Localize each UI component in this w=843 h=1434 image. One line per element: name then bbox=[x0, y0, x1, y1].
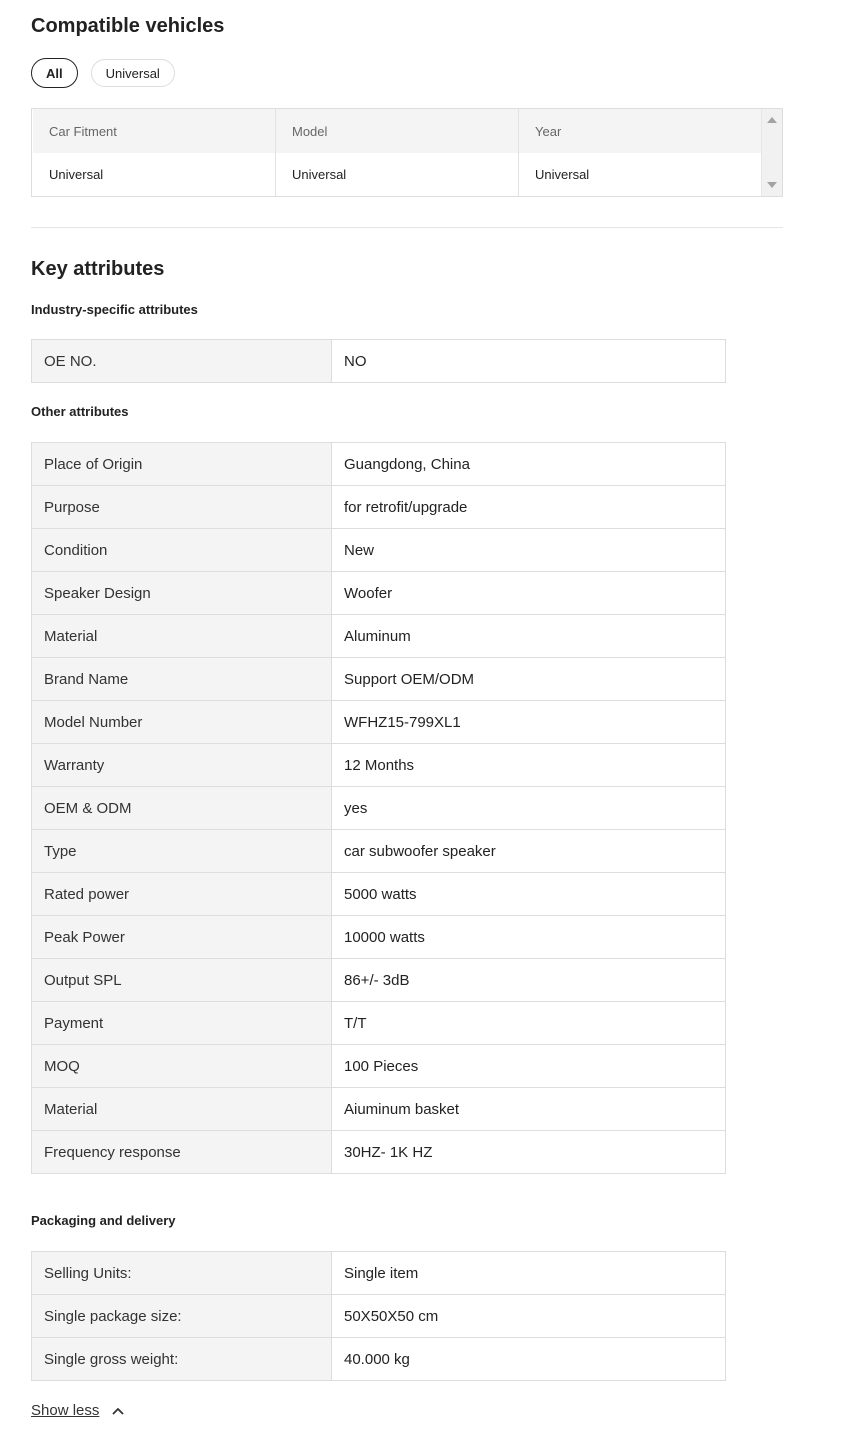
section-divider bbox=[31, 227, 783, 228]
attribute-value: WFHZ15-799XL1 bbox=[332, 701, 726, 744]
attribute-value: 30HZ- 1K HZ bbox=[332, 1131, 726, 1174]
attribute-row-type bbox=[32, 830, 726, 873]
attribute-row-warranty bbox=[32, 744, 726, 787]
attribute-label: Output SPL bbox=[32, 959, 332, 1002]
attribute-value: car subwoofer speaker bbox=[332, 830, 726, 873]
fitment-table-header bbox=[33, 109, 762, 153]
attribute-label: Warranty bbox=[32, 744, 332, 787]
filter-all-pill[interactable]: All bbox=[31, 58, 78, 88]
cell-year: Universal bbox=[535, 167, 590, 182]
attribute-row-purpose bbox=[32, 486, 726, 529]
table-row bbox=[33, 153, 762, 196]
attribute-label: Single gross weight: bbox=[32, 1338, 332, 1381]
attribute-label: Material bbox=[32, 615, 332, 658]
attribute-label: Material bbox=[32, 1088, 332, 1131]
attribute-value: yes bbox=[332, 787, 726, 830]
attribute-value: T/T bbox=[332, 1002, 726, 1045]
attribute-row-peak-power bbox=[32, 916, 726, 959]
scroll-up-arrow-icon[interactable] bbox=[767, 117, 777, 123]
scroll-down-arrow-icon[interactable] bbox=[767, 182, 777, 188]
attribute-value: for retrofit/upgrade bbox=[332, 486, 726, 529]
attribute-label: Purpose bbox=[32, 486, 332, 529]
key-attributes-title: Key attributes bbox=[31, 258, 165, 280]
attribute-row-output-spl bbox=[32, 959, 726, 1002]
table-scrollbar[interactable] bbox=[761, 109, 782, 196]
attribute-value: Woofer bbox=[332, 572, 726, 615]
attribute-label: Selling Units: bbox=[32, 1252, 332, 1295]
compatible-vehicles-title: Compatible vehicles bbox=[31, 15, 225, 37]
attribute-label: Peak Power bbox=[32, 916, 332, 959]
attribute-row-place-of-origin bbox=[32, 443, 726, 486]
attribute-label: Speaker Design bbox=[32, 572, 332, 615]
attribute-value: 100 Pieces bbox=[332, 1045, 726, 1088]
attribute-row-brand-name bbox=[32, 658, 726, 701]
attribute-label: Place of Origin bbox=[32, 443, 332, 486]
cell-model: Universal bbox=[276, 153, 519, 196]
attribute-value: Single item bbox=[332, 1252, 726, 1295]
attribute-value: 86+/- 3dB bbox=[332, 959, 726, 1002]
fitment-filter-group bbox=[31, 59, 175, 88]
attribute-label: MOQ bbox=[32, 1045, 332, 1088]
packaging-delivery-subtitle: Packaging and delivery bbox=[31, 1213, 176, 1228]
attribute-row-material bbox=[32, 615, 726, 658]
column-header-car-fitment: Car Fitment bbox=[33, 109, 276, 153]
attribute-value: 50X50X50 cm bbox=[332, 1295, 726, 1338]
attribute-row-selling-units bbox=[32, 1252, 726, 1295]
attribute-row-oem-odm bbox=[32, 787, 726, 830]
industry-attributes-subtitle: Industry-specific attributes bbox=[31, 302, 198, 317]
attribute-label: Condition bbox=[32, 529, 332, 572]
attribute-value: Guangdong, China bbox=[332, 443, 726, 486]
chevron-up-icon[interactable] bbox=[111, 1406, 125, 1416]
attribute-row-single-gross-weight bbox=[32, 1338, 726, 1381]
filter-universal-pill[interactable]: Universal bbox=[91, 59, 175, 87]
attribute-value: Aiuminum basket bbox=[332, 1088, 726, 1131]
attribute-value: 40.000 kg bbox=[332, 1338, 726, 1381]
fitment-table bbox=[31, 108, 783, 197]
attribute-row-frequency-response bbox=[32, 1131, 726, 1174]
attribute-label: Payment bbox=[32, 1002, 332, 1045]
attribute-label: Rated power bbox=[32, 873, 332, 916]
other-attributes-subtitle: Other attributes bbox=[31, 404, 129, 419]
attribute-value: 12 Months bbox=[332, 744, 726, 787]
attribute-value: Aluminum bbox=[332, 615, 726, 658]
attribute-value: NO bbox=[332, 340, 726, 383]
attribute-row-single-package-size bbox=[32, 1295, 726, 1338]
attribute-row-model-number bbox=[32, 701, 726, 744]
attribute-label: Single package size: bbox=[32, 1295, 332, 1338]
attribute-row-rated-power bbox=[32, 873, 726, 916]
column-header-model: Model bbox=[276, 109, 519, 153]
attribute-label: OEM & ODM bbox=[32, 787, 332, 830]
attribute-label: Brand Name bbox=[32, 658, 332, 701]
attribute-label: Type bbox=[32, 830, 332, 873]
show-less-label[interactable]: Show less bbox=[31, 1402, 100, 1419]
attribute-label: OE NO. bbox=[32, 340, 332, 383]
attribute-row-condition bbox=[32, 529, 726, 572]
attribute-row-payment bbox=[32, 1002, 726, 1045]
attribute-label: Frequency response bbox=[32, 1131, 332, 1174]
cell-car-fitment: Universal bbox=[33, 153, 276, 196]
attribute-row-material bbox=[32, 1088, 726, 1131]
attribute-value: 10000 watts bbox=[332, 916, 726, 959]
other-attributes-table bbox=[31, 442, 726, 1174]
attribute-value: 5000 watts bbox=[332, 873, 726, 916]
attribute-label: Model Number bbox=[32, 701, 332, 744]
attribute-row-oe-no bbox=[32, 340, 726, 383]
attribute-value: Support OEM/ODM bbox=[332, 658, 726, 701]
column-header-year: Year bbox=[535, 123, 562, 139]
show-less-toggle[interactable] bbox=[31, 1402, 125, 1419]
packaging-delivery-table bbox=[31, 1251, 726, 1381]
industry-attributes-table bbox=[31, 339, 726, 383]
attribute-value: New bbox=[332, 529, 726, 572]
attribute-row-speaker-design bbox=[32, 572, 726, 615]
attribute-row-moq bbox=[32, 1045, 726, 1088]
